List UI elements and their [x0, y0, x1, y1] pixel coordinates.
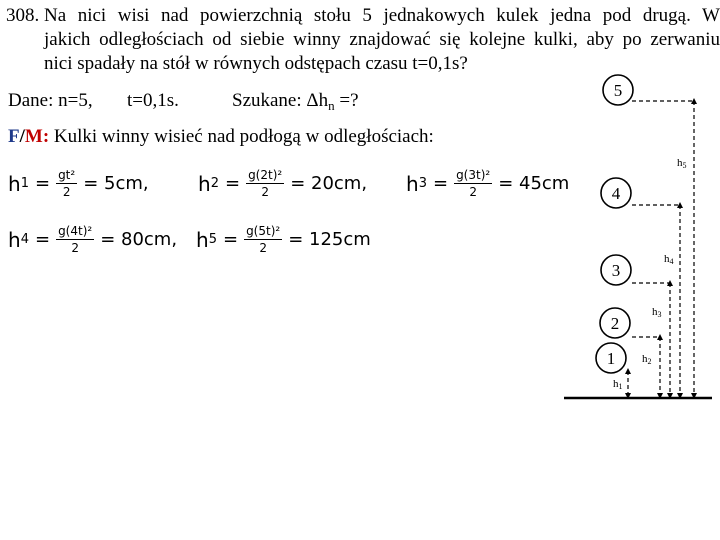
- formula-result: = 5cm,: [83, 173, 149, 194]
- fm-text: Kulki winny wisieć nad podłogą w odległościach:: [49, 126, 434, 147]
- sought-end: =?: [334, 90, 359, 111]
- fraction-numerator: g(4t)²: [58, 224, 93, 238]
- fraction-numerator: gt²: [58, 168, 76, 182]
- fm-f-label: F: [8, 126, 20, 147]
- formula-result: = 20cm,: [290, 173, 368, 194]
- sought-label: Szukane: Δh: [232, 90, 329, 111]
- formula-h-subscript: 4: [20, 232, 29, 247]
- height-label-h5: h5: [677, 157, 687, 170]
- ball-label-2: 2: [610, 314, 620, 333]
- height-label-h3: h3: [652, 306, 662, 319]
- formula-h-subscript: 1: [20, 176, 29, 191]
- fm-slash: /: [19, 126, 25, 147]
- formula-h-symbol: h: [406, 171, 419, 196]
- formula-equals: =: [34, 173, 51, 194]
- fraction-numerator: g(3t)²: [456, 168, 491, 182]
- fraction-denominator: 2: [62, 185, 71, 199]
- formula-h-subscript: 5: [208, 232, 217, 247]
- height-label-h4: h4: [664, 253, 674, 266]
- height-label-h1: h1: [613, 378, 623, 391]
- formula-h-subscript: 2: [210, 176, 219, 191]
- fraction-denominator: 2: [469, 185, 477, 199]
- problem-line-2: jakich odległościach od siebie winny znajdować się kolejne kulki, aby po zerwaniu: [44, 29, 720, 50]
- ball-label-1: 1: [606, 349, 616, 368]
- fraction-denominator: 2: [261, 185, 269, 199]
- height-label-h2: h2: [642, 353, 652, 366]
- formula-h-symbol: h: [8, 171, 21, 196]
- formula-result: = 45cm: [498, 173, 570, 194]
- problem-line-1: Na nici wisi nad powierzchnią stołu 5 jednakowych kulek jedna pod drugą. W: [44, 5, 720, 26]
- given-data: Dane: n=5,: [8, 90, 93, 111]
- problem-line-3: nici spadały na stół w równych odstępach czasu t=0,1s?: [44, 53, 468, 74]
- fraction-numerator: g(5t)²: [246, 224, 281, 238]
- ball-label-5: 5: [613, 81, 623, 100]
- formula-h-symbol: h: [196, 227, 209, 252]
- sought-subscript: n: [328, 98, 335, 113]
- formula-result: = 125cm: [288, 229, 371, 250]
- formula-result: = 80cm,: [100, 229, 178, 250]
- formula-h-symbol: h: [8, 227, 21, 252]
- fraction-numerator: g(2t)²: [248, 168, 283, 182]
- ball-label-3: 3: [611, 261, 621, 280]
- formula-equals: =: [34, 229, 51, 250]
- fraction-denominator: 2: [71, 241, 79, 255]
- formula-equals: =: [222, 229, 239, 250]
- problem-number: 308.: [6, 5, 40, 26]
- ball-label-4: 4: [611, 184, 621, 203]
- formula-equals: =: [432, 173, 449, 194]
- formula-equals: =: [224, 173, 241, 194]
- fraction-denominator: 2: [259, 241, 267, 255]
- formula-h-subscript: 3: [418, 176, 427, 191]
- formula-h-symbol: h: [198, 171, 211, 196]
- fm-m-label: M:: [24, 126, 50, 147]
- given-time: t=0,1s.: [127, 90, 179, 111]
